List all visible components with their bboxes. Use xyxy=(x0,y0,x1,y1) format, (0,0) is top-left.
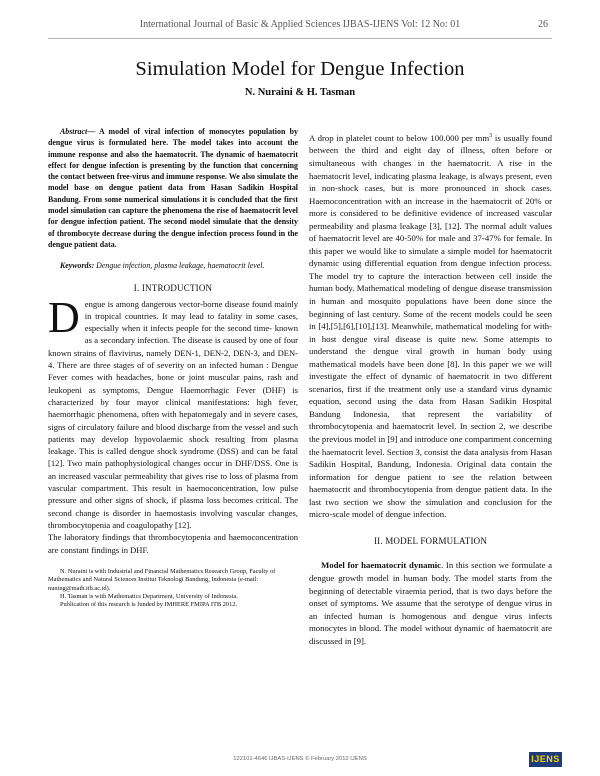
footer-text: 122101-4646 IJBAS-IJENS © February 2012 IJENS xyxy=(233,756,367,762)
running-header xyxy=(0,12,600,38)
journal-name: International Journal of Basic & Applied Sciences IJBAS-IJENS Vol: 12 No: 01 xyxy=(139,19,461,30)
paper-authors: N. Nuraini & H. Tasman xyxy=(244,87,356,98)
abstract-text: — A model of viral infection of monocytes population by dengue virus is formulated here. The model takes into account the immune response and also the haematocrit. The dynamic of haematocrit effect for dengue infection is presenting by the function that concerning the contact between free-virus and immune response. We also simulate the model base on dengue patient data from Hasan Sadikin Hospital Bandung. From some numerical simulations it is concluded that the first model simulation can capture the phenomena the rise of haematocrit level for dengue infection patient. The second model simulate that the density of thrombocyte decrease during the dengue infection process found in the dengue patient data. xyxy=(48,127,298,249)
platelet-sentence-start: A drop in platelet count to below 100.000 per mm xyxy=(309,132,490,143)
page-footer xyxy=(0,752,600,776)
introduction-continued xyxy=(309,130,552,521)
drop-cap: D xyxy=(48,292,80,342)
keywords-label: Keywords: xyxy=(60,261,95,271)
right-column xyxy=(309,130,552,647)
introduction-text xyxy=(48,292,298,556)
section-heading-introduction: I. INTRODUCTION xyxy=(133,283,213,294)
footnote-3: Publication of this research is funded by IMHERE FMIPA ITB 2012. xyxy=(60,601,238,609)
abstract xyxy=(48,126,298,250)
introduction-last-paragraph: The laboratory findings that thrombocytopenia and haemoconcentration are constant findings in DHF. xyxy=(48,532,298,555)
model-paragraph-text: . In this section we formulate a dengue growth model in human body. The model starts from the beginning of detectable viraemia period, that is two days before the onset of symptoms. We assume that the serotype of dengue virus in an infected human is homogenous and dengue virus infects monocytes in blood. The model without dynamic of haematocrit are discussed in [9]. xyxy=(309,560,552,646)
keywords-text: Dengue infection, plasma leakage, haematocrit level. xyxy=(94,261,265,271)
section-heading-model-formulation: II. MODEL FORMULATION xyxy=(373,535,488,546)
page-number: 26 xyxy=(538,19,548,30)
paper-title: Simulation Model for Dengue Infection xyxy=(135,58,465,80)
model-subheading: Model for haematocrit dynamic xyxy=(321,560,442,571)
introduction-paragraph: engue is among dangerous vector-borne disease found mainly in tropical countries. It may lead to fatality in some cases, especially when it infects people for the second time- known as a secondary infection. The disease is caused by one of four known strains of flavivirus, namely DEN-1, DEN-2, DEN-3, and DEN-4. There are three stages of of severity on an infected human : Dengue Fever comes with headaches, bone or joint muscular pains, rash and leukopeni as symptoms, Dengue Haemorrhagic Fever (DHF) is characterized by four mayor clinical manifestations: high fever, haemorrhagic phenomena, often with hepatomegaly and in severe cases, signs of circulatory failure and blood discharge from the vessel and such patients may develop hypovolaemic shock resulting from plasma leakage. This is called dengue shock syndrome (DSS) and can be fatal [12]. Two main pathophysiological changes occur in DHF/DSS. One is an increased vascular permeability that gives rise to loss of plasma from vascular compartment. This result in haemoconcentration, low pulse pressure and other signs of shock, if plasma loss becomes critical. The second change is disorder in haemostasis involving vascular changes, thrombocytopenia and coagulopathy [12]. xyxy=(48,298,298,530)
author-footnotes xyxy=(48,568,298,610)
left-column xyxy=(48,126,298,610)
ijens-logo: IJENS xyxy=(529,752,562,767)
footnote-1: N. Nuraini is with Industrial and Financial Mathematics Research Group, Faculty of Mathematics and Natural Sciences Institut Teknologi Bandung, Indonesia (e-mail: nuning@math.itb.ac.id). xyxy=(48,567,276,592)
introduction-continued-text: is usually found between the third and eight day of illness, often before or simultaneous with changes in the haematocrit. A rise in the haematocrit level, indicating plasma leakage, is always present, even in non-shock cases, but is more pronounced in shock cases. Haemoconcentration with an increase in the haematocrit of 20% or more is considered to be definitive evidence of increased vascular permeability and plasma leakage [3], [12]. The normal adult values of haematocrit level are 40-50% for male and 37-47% for female. In this paper we would like to simulate a simple model for haematocrit dynamic using differential equation from dengue infection process. The model try to capture the interaction between cell inside the human body. Mathematical modeling of dengue disease transmission in human and mosquito populations have been done since the beginning of last century. Some of the recent models could be seen in [4],[5],[6],[10],[13]. Meanwhile, mathematical modeling for with-in host dengue viral disease is quite new. Some attempts to understand the dengue viral growth in human body using mathematical models have been done [8]. In this paper we we will investigate the effect of dynamic of haematocrit in two different scenarios, first if the treatment only use a standard virus dynamic equation, second using the data from Hasan Sadikin Hospital Bandung Indonesia, that represent the variability of thrombocytopenia and haematocrit level. In section 2, we describe the previous model in [9] and introduce one compartment concerning the haematocrit level. Section 3, consist the data analysis from Hasan Sadikin Hospital, Bandung, Indonesia. Original data contain the information for dengue patient to see the relation between haematocrit and thrombocytopenia from dengue patient data. In the last two section we show the simulation and conclusion for the micro-scale model of dengue infection. xyxy=(309,132,552,520)
keywords xyxy=(48,260,298,271)
model-paragraph xyxy=(309,559,552,647)
header-divider xyxy=(48,38,552,39)
superscript-3: 3 xyxy=(489,133,493,139)
footnote-2: H. Tasman is with Mathematics Department, University of Indonesia. xyxy=(60,593,238,601)
abstract-label: Abstract xyxy=(60,127,88,136)
